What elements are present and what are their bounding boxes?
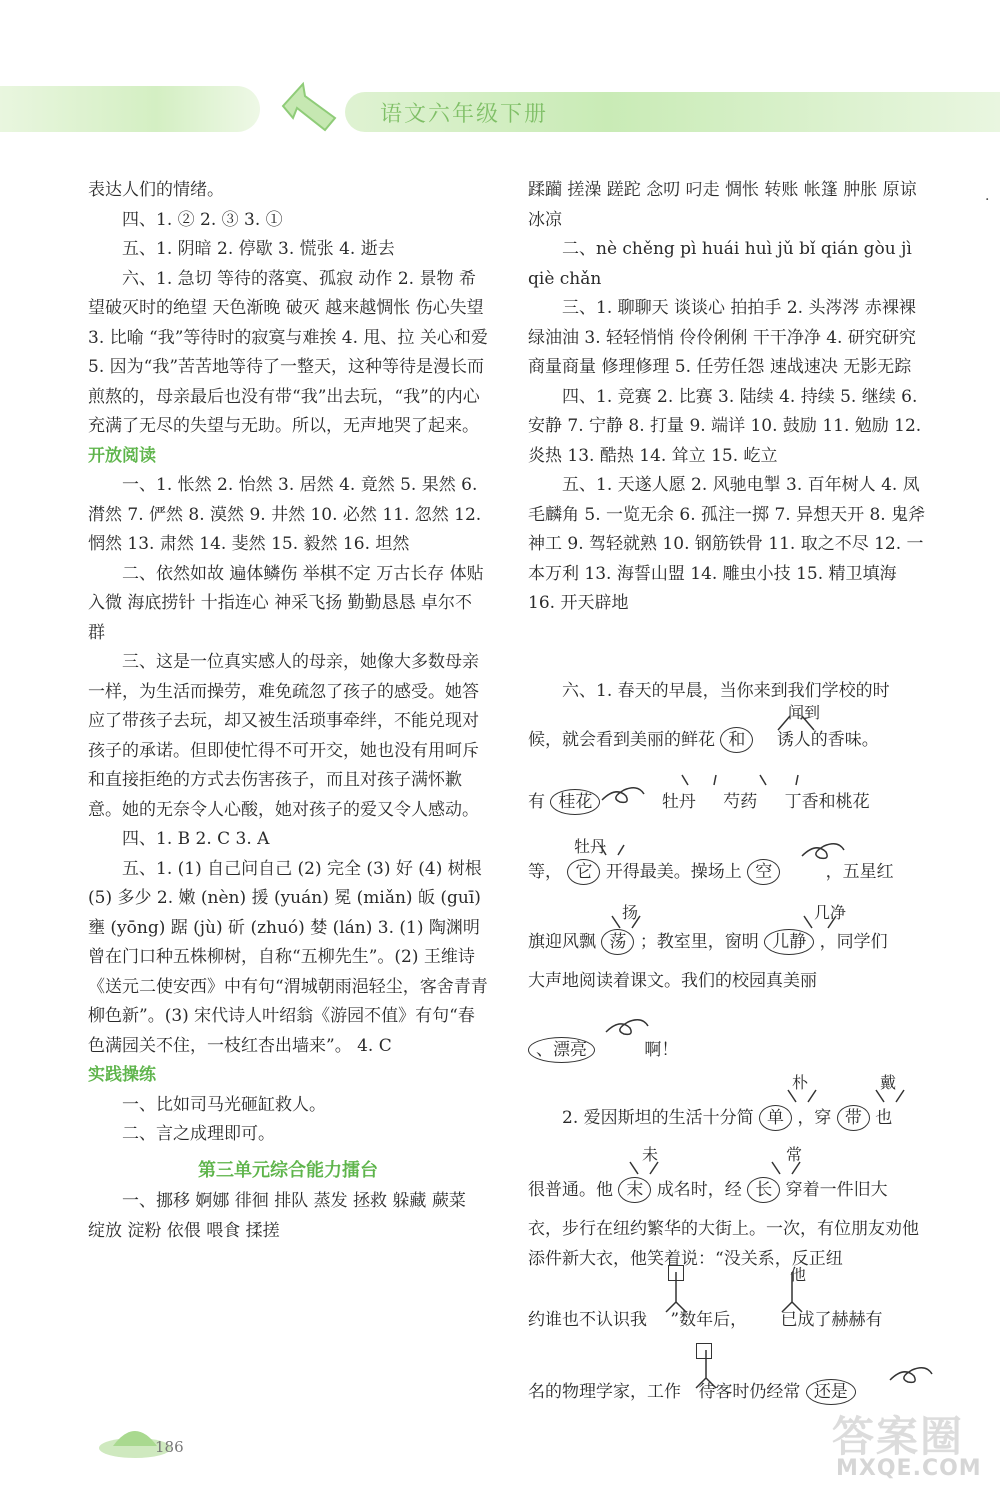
answer-block: 二、nè chěng pì huái huì jǔ bǐ qián gòu jì qiè chǎn xyxy=(528,239,918,289)
section-title-open-reading: 开放阅读 xyxy=(88,445,156,466)
watermark-url: MXQE.COM xyxy=(836,1456,982,1481)
correction-circle: 它 xyxy=(567,859,600,885)
text-segment: 待客时仍经常 xyxy=(698,1382,801,1402)
answer-block: 一、比如司马光砸缸救人。 xyxy=(122,1094,326,1115)
answer-block: 五、1. (1) 自己问自己 (2) 完全 (3) 好 (4) 树根 (5) 多少 2. 嫩 (nèn) 援 (yuán) 冕 (miǎn) 皈 (guī) 壅 (yōng) 踞 (jù) 斫 (zhuó) 婪 (lán) 3. (1) 陶渊明曾在门口种五株柳树，自称“五柳先生”。(2) 王维诗《送元二使安西》中有句“渭城朝雨浥轻尘，客舍青青柳色新”。(3) 宋代诗人叶绍翁《游园不值》有句“春色满园关不住，一枝红杏出墙来”。 4. C xyxy=(88,858,488,1056)
text-segment: 也 xyxy=(875,1108,893,1128)
insert-mark: 牡丹 xyxy=(574,837,607,856)
text-segment: 约谁也不认识我 xyxy=(528,1310,647,1330)
insert-mark: 闻到 xyxy=(788,703,821,722)
answer-block: 二、依然如故 遍体鳞伤 举棋不定 万古长存 体贴入微 海底捞针 十指连心 神采飞扬 勤勤恳恳 卓尔不群 xyxy=(88,563,484,643)
arrow-icon xyxy=(275,78,345,138)
header-title: 语文六年级下册 xyxy=(380,102,549,127)
text-segment: 旗迎风飘 xyxy=(528,932,596,952)
correction-circle: 末 xyxy=(618,1177,651,1203)
answer-block: 三、这是一位真实感人的母亲，她像大多数母亲一样，为生活而操劳，难免疏忽了孩子的感受。她答应了带孩子去玩，却又被生活琐事牵绊，不能兑现对孩子的承诺。但即使忙得不可开交，她也没有用呵斥和直接拒绝的方式去伤害孩子，而且对孩子满怀歉意。她的无奈令人心酸，她对孩子的爱又令人感动。 xyxy=(88,652,479,820)
text-segment: ，穿 xyxy=(797,1108,832,1128)
text-segment: 已成了赫赫有 xyxy=(780,1310,883,1330)
insert-mark: 几净 xyxy=(814,903,847,922)
text-segment: ，五星红 xyxy=(825,862,894,882)
answer-block: 一、挪移 婀娜 徘徊 排队 蒸发 拯救 躲藏 蕨菜 绽放 淀粉 依偎 喂食 揉搓 xyxy=(88,1191,472,1241)
insert-mark: 他 xyxy=(790,1265,807,1284)
text-line: 衣，步行在纽约繁华的大街上。一次，有位朋友劝他添件新大衣，他笑着说：“没关系，反正纽 xyxy=(528,1219,919,1269)
text-segment: ，同学们 xyxy=(819,932,888,952)
text-segment: 丁香和桃花 xyxy=(784,792,870,812)
watermark-text: 答案圈 xyxy=(832,1412,965,1461)
insert-mark: 戴 xyxy=(880,1073,897,1092)
text-segment: 有 xyxy=(528,792,545,812)
correction-circle: 空 xyxy=(747,859,780,885)
section-title-practice: 实践操练 xyxy=(88,1065,156,1085)
text-segment: 很普通。他 xyxy=(528,1180,613,1200)
left-column xyxy=(88,176,494,1246)
text-segment: 2. 爱因斯坦的生活十分简 xyxy=(562,1108,754,1128)
text-segment: ”数年后， xyxy=(670,1310,748,1330)
text-segment: 诱人的香味。 xyxy=(776,730,879,750)
text-segment: 开得最美。操场上 xyxy=(605,862,742,882)
answer-five: 五、1. 阴暗 2. 停歇 3. 慌张 4. 逝去 xyxy=(122,239,395,259)
answer-block: 三、1. 聊聊天 谈谈心 拍拍手 2. 头涔涔 赤裸裸 绿油油 3. 轻轻悄悄 伶伶俐俐 干干净净 4. 研究研究 商量商量 修理修理 5. 任劳任怨 速战速决 无影无踪 xyxy=(528,298,922,377)
answer-block: 一、1. 怅然 2. 怡然 3. 居然 4. 竟然 5. 果然 6. 潸然 7. 俨然 8. 漠然 9. 井然 10. 必然 11. 忽然 12. 惘然 13. 肃然 14. 斐然 15. 毅然 16. 坦然 xyxy=(88,475,487,554)
correction-circle: 带 xyxy=(837,1105,870,1131)
correction-circle: 桂花 xyxy=(550,789,600,815)
text-line: 表达人们的情绪。 xyxy=(88,180,224,200)
insert-mark: 常 xyxy=(786,1145,803,1164)
text-segment: 名的物理学家，工作 xyxy=(528,1382,681,1402)
page-number: 186 xyxy=(155,1438,184,1456)
insert-mark: 未 xyxy=(642,1145,659,1164)
answer-block: 四、1. 竞赛 2. 比赛 3. 陆续 4. 持续 5. 继续 6. 安静 7. 宁静 8. 打量 9. 端详 10. 鼓励 11. 勉励 12. 炎热 13. 酷热 14. 耸立 15. 屹立 xyxy=(528,386,927,466)
answer-six: 六、1. 急切 等待的落寞、孤寂 动作 2. 景物 希望破灭时的绝望 天色渐晚 破灭 越来越惆怅 伤心失望 3. 比喻 “我”等待时的寂寞与难挨 4. 甩、拉 关心和爱 5. 因为“我”苦苦地等待了一整天，这种等待是漫长而煎熬的，母亲最后也没有带“我”出去玩，“我”的内心充满了无尽的失望与无助。所以，无声地哭了起来。 xyxy=(88,268,494,436)
text-segment: 啊！ xyxy=(644,1040,679,1060)
text-segment: 成名时，经 xyxy=(656,1180,742,1200)
right-column xyxy=(528,176,928,619)
correction-circle: 长 xyxy=(747,1177,780,1203)
answer-block: 蹂躏 搓澡 蹉跎 念叨 叼走 惆怅 转账 帐篷 肿胀 原谅 冰凉 xyxy=(528,180,923,230)
text-line: 大声地阅读着课文。我们的校园真美丽 xyxy=(528,971,817,991)
correction-circle: 还是 xyxy=(806,1379,856,1405)
answer-block: 四、1. B 2. C 3. A xyxy=(122,829,270,849)
correction-circle: 和 xyxy=(720,727,753,753)
correction-marks xyxy=(520,660,980,1420)
insert-mark: 朴 xyxy=(792,1073,809,1092)
correction-circle: 、漂亮 xyxy=(528,1037,595,1063)
answer-block: 五、1. 天遂人愿 2. 风驰电掣 3. 百年树人 4. 凤毛麟角 5. 一览无余 6. 孤注一掷 7. 异想天开 8. 鬼斧神工 9. 驾轻就熟 10. 钢筋铁骨 11. 取之不尽 12. 一本万利 13. 海誓山盟 14. 雕虫小技 15. 精卫填海 16. 开天辟地 xyxy=(528,475,926,613)
text-segment: 穿着一件旧大 xyxy=(785,1180,888,1200)
text-segment: 牡丹 xyxy=(661,792,696,812)
text-segment: 候，就会看到美丽的鲜花 xyxy=(528,730,715,750)
text-line: 六、1. 春天的早晨，当你来到我们学校的时 xyxy=(562,681,890,701)
text-segment: ；教室里，窗明 xyxy=(639,932,759,952)
correction-circle: 单 xyxy=(759,1105,792,1131)
text-segment: 等， xyxy=(528,862,562,882)
answer-block: 二、言之成理即可。 xyxy=(122,1124,275,1144)
text-segment: 芍药 xyxy=(723,792,758,812)
header-band-left xyxy=(0,86,260,132)
margin-dot: · xyxy=(985,192,990,208)
insert-mark: 扬 xyxy=(622,903,639,922)
correction-circle: 荡 xyxy=(601,929,634,955)
unit-title: 第三单元综合能力擂台 xyxy=(198,1159,378,1181)
answer-four: 四、1. ② 2. ③ 3. ① xyxy=(122,209,283,230)
correction-circle: 儿静 xyxy=(764,929,814,955)
